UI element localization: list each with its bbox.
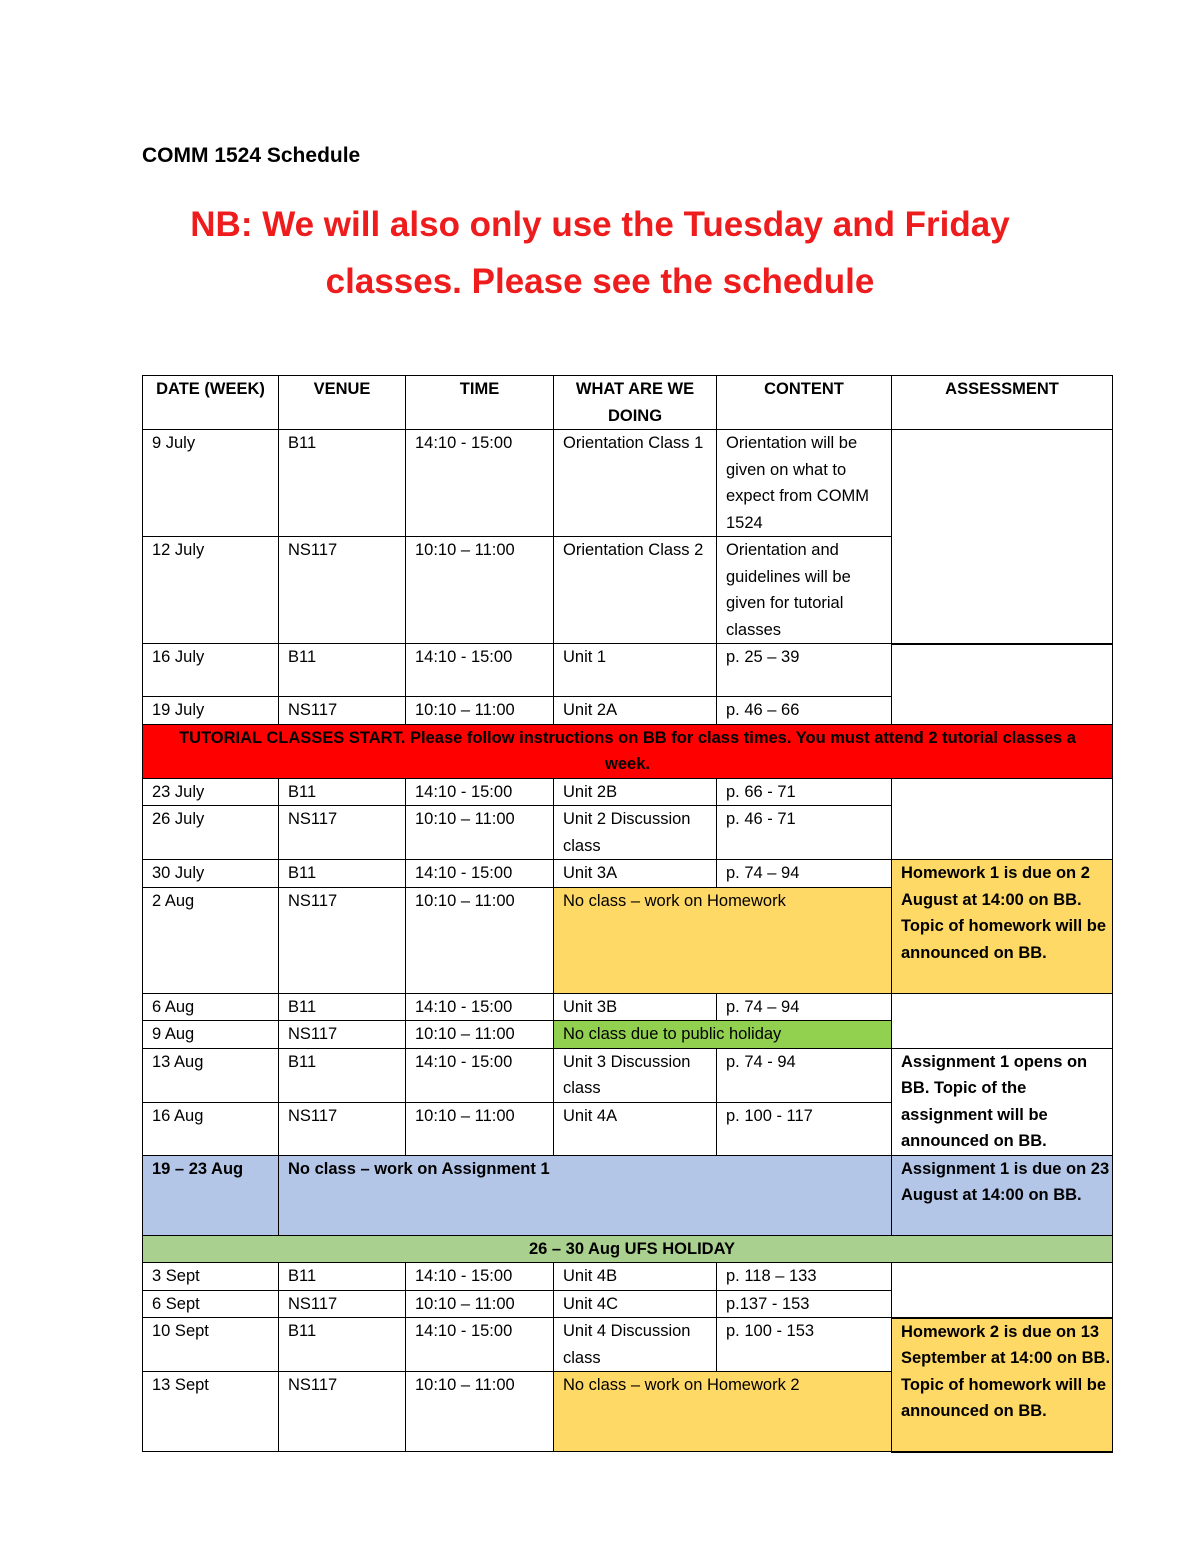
venue-cell: B11 <box>279 993 406 1021</box>
doing-cell: Unit 2 Discussion class <box>554 806 717 860</box>
doing-cell: Unit 3B <box>554 993 717 1021</box>
date-cell: 9 Aug <box>143 1021 279 1049</box>
assessment-cell <box>892 430 1113 644</box>
doing-cell: Unit 4 Discussion class <box>554 1318 717 1372</box>
date-cell: 30 July <box>143 860 279 888</box>
assessment-cell: Homework 1 is due on 2 August at 14:00 on BB. Topic of homework will be announced on BB. <box>892 860 1113 994</box>
date-cell: 12 July <box>143 537 279 644</box>
table-row <box>143 860 1113 888</box>
assessment-cell: Assignment 1 opens on BB. Topic of the assignment will be announced on BB. <box>892 1048 1113 1155</box>
assessment-cell <box>892 644 1113 725</box>
content-cell: p. 46 - 71 <box>717 806 892 860</box>
time-cell: 14:10 - 15:00 <box>406 993 554 1021</box>
time-cell: 10:10 – 11:00 <box>406 697 554 725</box>
content-cell: Orientation will be given on what to expect from COMM 1524 <box>717 430 892 537</box>
time-cell: 14:10 - 15:00 <box>406 778 554 806</box>
doing-cell: Unit 2B <box>554 778 717 806</box>
time-cell: 10:10 – 11:00 <box>406 537 554 644</box>
content-cell: p. 66 - 71 <box>717 778 892 806</box>
date-cell: 16 July <box>143 644 279 697</box>
notice-banner <box>110 196 1090 310</box>
header-content: CONTENT <box>717 376 892 430</box>
date-cell: 26 July <box>143 806 279 860</box>
venue-cell: B11 <box>279 778 406 806</box>
venue-cell: B11 <box>279 1318 406 1372</box>
content-cell: p. 100 - 117 <box>717 1102 892 1155</box>
table-row <box>143 1048 1113 1102</box>
doing-cell: Unit 4A <box>554 1102 717 1155</box>
date-cell: 6 Aug <box>143 993 279 1021</box>
time-cell: 14:10 - 15:00 <box>406 1263 554 1291</box>
assessment-cell: Assignment 1 is due on 23 August at 14:00 on BB. <box>892 1155 1113 1235</box>
doing-cell: Unit 1 <box>554 644 717 697</box>
schedule-table <box>142 375 1113 1453</box>
notice-line-2: classes. Please see the schedule <box>325 262 875 301</box>
content-cell: p. 74 - 94 <box>717 1048 892 1102</box>
doing-cell: Orientation Class 2 <box>554 537 717 644</box>
venue-cell: B11 <box>279 860 406 888</box>
venue-cell: NS117 <box>279 1372 406 1452</box>
date-cell: 13 Aug <box>143 1048 279 1102</box>
date-cell: 3 Sept <box>143 1263 279 1291</box>
date-cell: 23 July <box>143 778 279 806</box>
content-cell: Orientation and guidelines will be given for tutorial classes <box>717 537 892 644</box>
venue-cell: B11 <box>279 1263 406 1291</box>
date-cell: 2 Aug <box>143 887 279 993</box>
date-cell: 13 Sept <box>143 1372 279 1452</box>
header-time: TIME <box>406 376 554 430</box>
table-row <box>143 778 1113 806</box>
venue-cell: NS117 <box>279 1290 406 1318</box>
date-cell: 16 Aug <box>143 1102 279 1155</box>
content-cell: p. 46 – 66 <box>717 697 892 725</box>
date-cell: 9 July <box>143 430 279 537</box>
table-row <box>143 1155 1113 1235</box>
content-cell: p.137 - 153 <box>717 1290 892 1318</box>
time-cell: 14:10 - 15:00 <box>406 1318 554 1372</box>
time-cell: 14:10 - 15:00 <box>406 644 554 697</box>
doing-cell: No class – work on Assignment 1 <box>279 1155 892 1235</box>
time-cell: 10:10 – 11:00 <box>406 1372 554 1452</box>
holiday-row <box>143 1235 1113 1263</box>
venue-cell: B11 <box>279 644 406 697</box>
assessment-cell <box>892 778 1113 860</box>
time-cell: 10:10 – 11:00 <box>406 1021 554 1049</box>
venue-cell: NS117 <box>279 887 406 993</box>
table-row <box>143 993 1113 1021</box>
date-cell: 19 – 23 Aug <box>143 1155 279 1235</box>
assessment-cell <box>892 1263 1113 1318</box>
venue-cell: NS117 <box>279 697 406 725</box>
header-assessment: ASSESSMENT <box>892 376 1113 430</box>
venue-cell: NS117 <box>279 1102 406 1155</box>
header-venue: VENUE <box>279 376 406 430</box>
holiday-banner: 26 – 30 Aug UFS HOLIDAY <box>143 1235 1113 1263</box>
notice-line-1: NB: We will also only use the Tuesday and Friday <box>190 205 1010 244</box>
doing-cell: Unit 3 Discussion class <box>554 1048 717 1102</box>
table-row <box>143 644 1113 697</box>
page-title: COMM 1524 Schedule <box>142 144 361 167</box>
venue-cell: NS117 <box>279 806 406 860</box>
doing-cell: No class due to public holiday <box>554 1021 892 1049</box>
venue-cell: NS117 <box>279 537 406 644</box>
header-doing: WHAT ARE WE DOING <box>554 376 717 430</box>
assessment-cell: Homework 2 is due on 13 September at 14:00 on BB. Topic of homework will be announced on BB. <box>892 1318 1113 1452</box>
table-row <box>143 1263 1113 1291</box>
time-cell: 14:10 - 15:00 <box>406 860 554 888</box>
venue-cell: NS117 <box>279 1021 406 1049</box>
doing-cell: Unit 2A <box>554 697 717 725</box>
time-cell: 10:10 – 11:00 <box>406 806 554 860</box>
doing-cell: Unit 4B <box>554 1263 717 1291</box>
time-cell: 14:10 - 15:00 <box>406 1048 554 1102</box>
doing-cell: Orientation Class 1 <box>554 430 717 537</box>
content-cell: p. 100 - 153 <box>717 1318 892 1372</box>
doing-cell: No class – work on Homework 2 <box>554 1372 892 1452</box>
content-cell: p. 118 – 133 <box>717 1263 892 1291</box>
assessment-cell <box>892 993 1113 1048</box>
table-row <box>143 430 1113 537</box>
venue-cell: B11 <box>279 430 406 537</box>
date-cell: 10 Sept <box>143 1318 279 1372</box>
venue-cell: B11 <box>279 1048 406 1102</box>
doing-cell: No class – work on Homework <box>554 887 892 993</box>
doing-cell: Unit 3A <box>554 860 717 888</box>
tutorial-banner-row <box>143 724 1113 778</box>
content-cell: p. 74 – 94 <box>717 993 892 1021</box>
date-cell: 19 July <box>143 697 279 725</box>
content-cell: p. 25 – 39 <box>717 644 892 697</box>
time-cell: 10:10 – 11:00 <box>406 1290 554 1318</box>
time-cell: 10:10 – 11:00 <box>406 887 554 993</box>
table-row <box>143 1318 1113 1372</box>
content-cell: p. 74 – 94 <box>717 860 892 888</box>
date-cell: 6 Sept <box>143 1290 279 1318</box>
tutorial-banner: TUTORIAL CLASSES START. Please follow instructions on BB for class times. You must attend 2 tutorial classes a week. <box>143 724 1113 778</box>
time-cell: 10:10 – 11:00 <box>406 1102 554 1155</box>
header-date: DATE (WEEK) <box>143 376 279 430</box>
doing-cell: Unit 4C <box>554 1290 717 1318</box>
time-cell: 14:10 - 15:00 <box>406 430 554 537</box>
header-row <box>143 376 1113 430</box>
